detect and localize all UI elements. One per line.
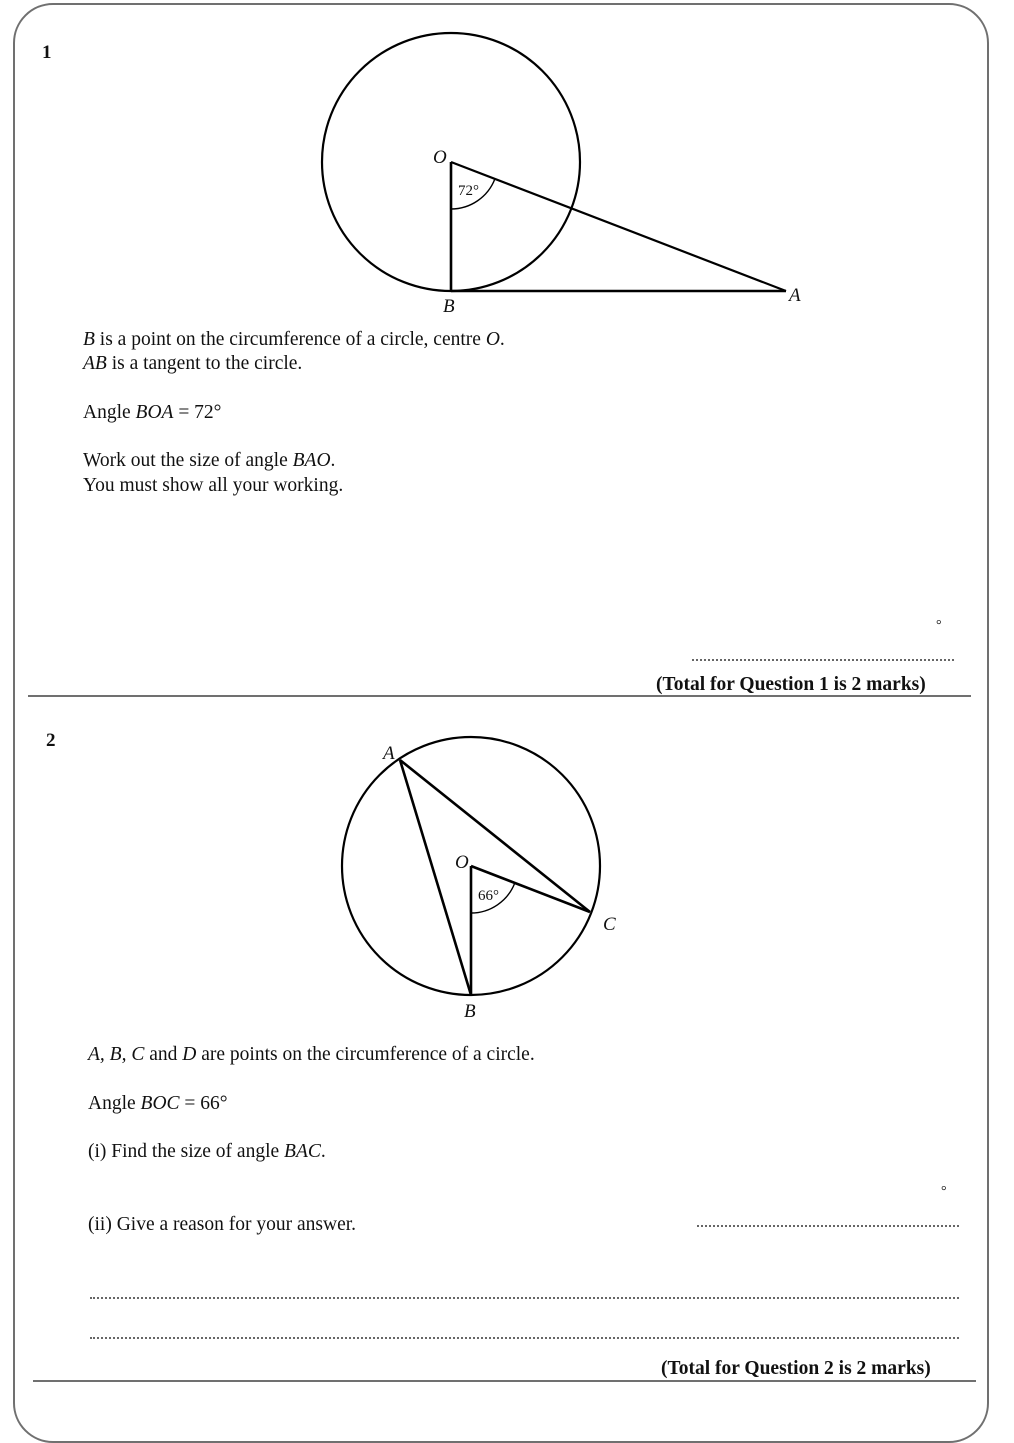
question-2-number: 2	[46, 730, 56, 751]
bottom-divider	[33, 1380, 976, 1382]
q1-given-angle: Angle BOA = 72°	[83, 402, 222, 423]
q1-line-oa	[451, 162, 786, 291]
q1-task: Work out the size of angle BAO.	[83, 450, 336, 471]
q2-chord-ab	[400, 760, 471, 995]
q2-total-marks: (Total for Question 2 is 2 marks)	[661, 1358, 931, 1379]
q2-label-c: C	[603, 914, 616, 935]
q2-part-i-answer-line[interactable]	[697, 1225, 959, 1227]
q1-answer-degree-mark: °	[936, 618, 942, 633]
q2-reason-line-2[interactable]	[90, 1337, 959, 1339]
q2-answer-degree-mark: °	[941, 1184, 947, 1199]
question-divider	[28, 695, 971, 697]
q2-reason-line-1[interactable]	[90, 1297, 959, 1299]
q2-statement: A, B, C and D are points on the circumference of a circle.	[88, 1044, 535, 1065]
q1-total-marks: (Total for Question 1 is 2 marks)	[656, 674, 926, 695]
q1-statement-line1: B is a point on the circumference of a circle, centre O.	[83, 329, 505, 350]
q1-label-a: A	[789, 285, 801, 306]
q2-label-o: O	[455, 852, 469, 873]
q2-part-ii: (ii) Give a reason for your answer.	[88, 1214, 357, 1235]
q1-answer-line[interactable]	[692, 659, 954, 661]
q1-label-o: O	[433, 147, 447, 168]
q1-label-b: B	[443, 296, 455, 317]
q2-given-angle: Angle BOC = 66°	[88, 1093, 228, 1114]
q2-label-b: B	[464, 1001, 476, 1022]
q2-angle-label: 66°	[478, 888, 499, 904]
q2-part-i: (i) Find the size of angle BAC.	[88, 1141, 326, 1162]
q2-label-a: A	[383, 743, 395, 764]
q1-working-note: You must show all your working.	[83, 475, 344, 496]
question-1-number: 1	[42, 42, 52, 63]
q1-statement-line2: AB is a tangent to the circle.	[83, 353, 303, 374]
q1-angle-label: 72°	[458, 183, 479, 199]
